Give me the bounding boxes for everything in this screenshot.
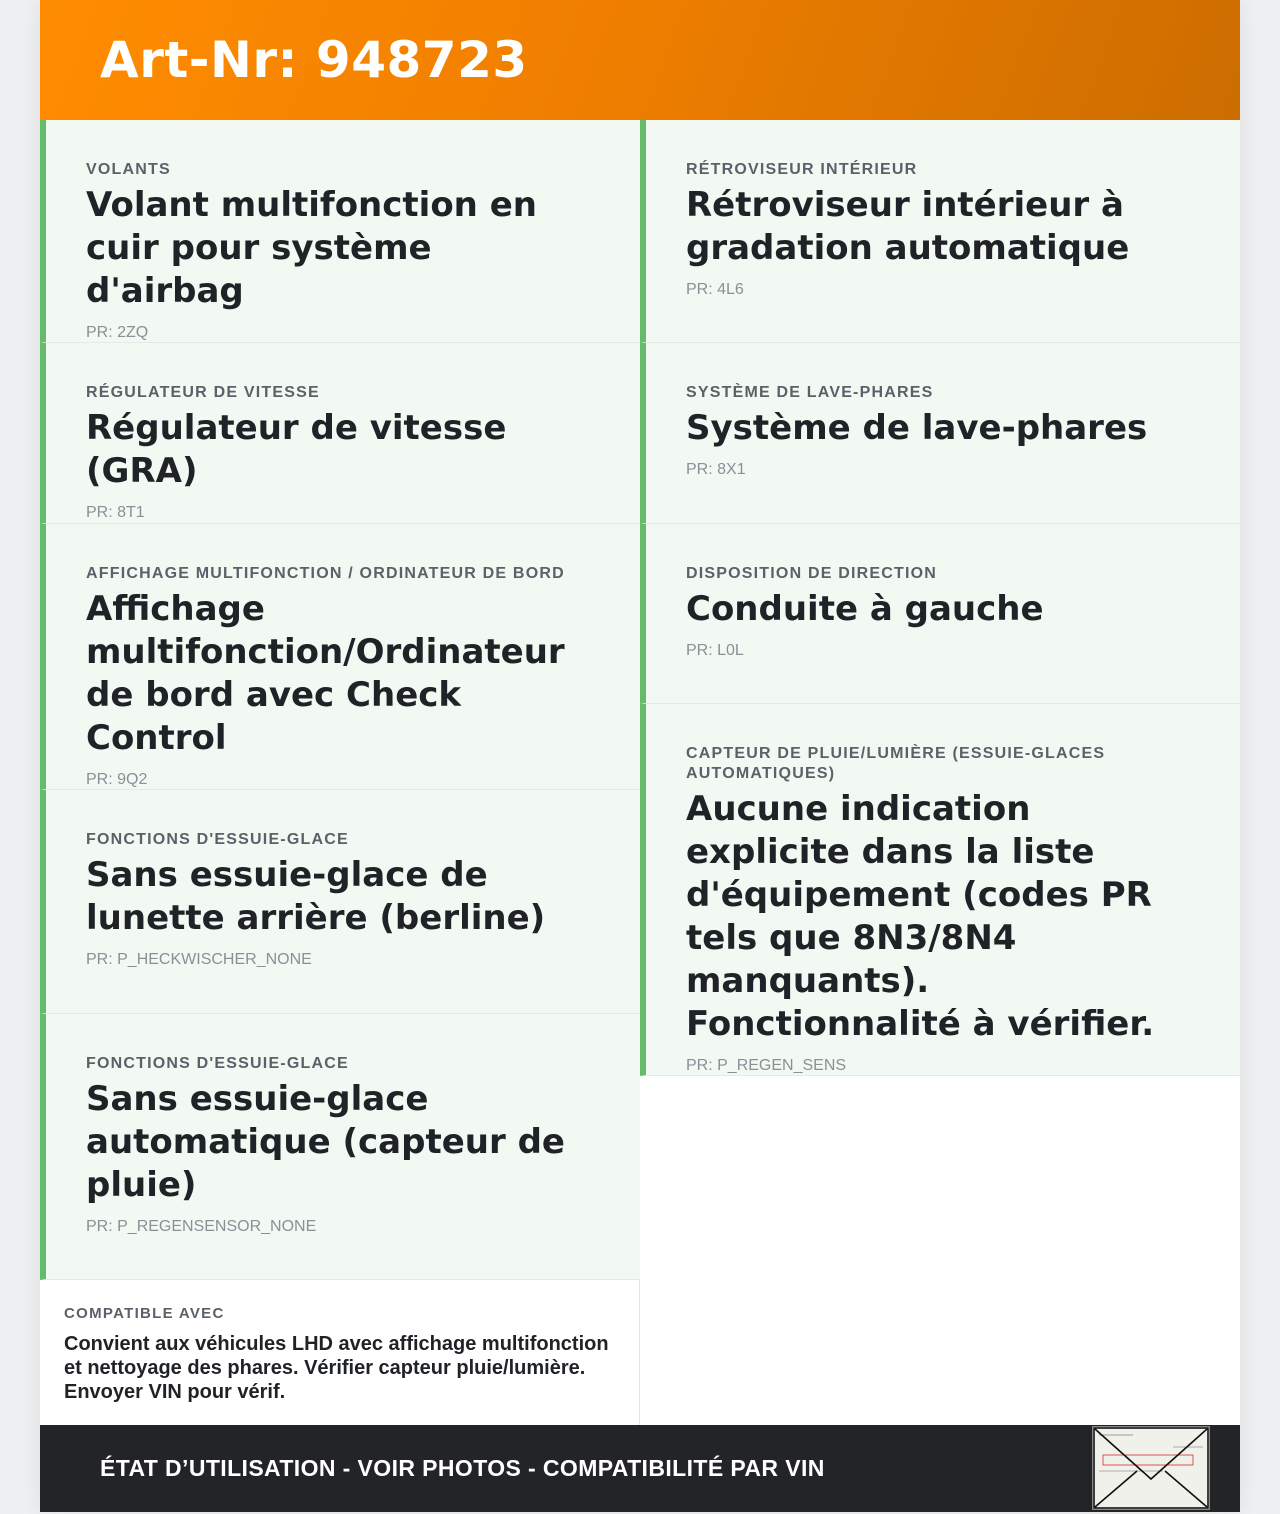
card-category: DISPOSITION DE DIRECTION — [686, 565, 938, 582]
card-category: RÉTROVISEUR INTÉRIEUR — [686, 161, 918, 178]
document-photo-icon — [1093, 1427, 1209, 1509]
card-value: Conduite à gauche — [686, 589, 1044, 629]
equipment-card — [40, 524, 640, 790]
card-pr-code: PR: 9Q2 — [86, 771, 148, 788]
card-pr-code: PR: 2ZQ — [86, 324, 149, 341]
card-value: Rétroviseur intérieur à gradation automatique — [686, 185, 1130, 268]
card-category: RÉGULATEUR DE VITESSE — [86, 384, 320, 401]
card-pr-code: PR: P_HECKWISCHER_NONE — [86, 951, 312, 968]
card-category: SYSTÈME DE LAVE-PHARES — [686, 384, 934, 401]
equipment-card — [40, 790, 640, 1014]
article-number-title: Art-Nr: 948723 — [100, 31, 528, 89]
card-category: AFFICHAGE MULTIFONCTION / ORDINATEUR DE BORD — [86, 565, 565, 582]
card-pr-code: PR: 8X1 — [686, 461, 746, 478]
card-value: Sans essuie-glace de lunette arrière (berline) — [86, 855, 546, 938]
card-pr-code: PR: P_REGEN_SENS — [686, 1057, 847, 1074]
equipment-card — [640, 343, 1240, 524]
card-pr-code: PR: 4L6 — [686, 281, 744, 298]
compatibility-box — [40, 1280, 640, 1425]
equipment-card — [40, 343, 640, 524]
card-value: Régulateur de vitesse (GRA) — [86, 408, 507, 491]
equipment-card — [40, 1014, 640, 1280]
equipment-column-left — [40, 120, 640, 1280]
equipment-card — [640, 120, 1240, 343]
equipment-grid — [40, 120, 1240, 1425]
footer-text: ÉTAT D’UTILISATION - VOIR PHOTOS - COMPATIBILITÉ PAR VIN — [100, 1455, 825, 1481]
compatibility-label: COMPATIBLE AVEC — [64, 1305, 225, 1322]
equipment-card — [40, 120, 640, 343]
equipment-card — [640, 704, 1240, 1076]
card-category: FONCTIONS D'ESSUIE-GLACE — [86, 1055, 349, 1072]
card-value: Volant multifonction en cuir pour système d'airbag — [86, 185, 537, 311]
header-bar — [40, 0, 1240, 120]
card-category: CAPTEUR DE PLUIE/LUMIÈRE (ESSUIE-GLACES AUTOMATIQUES) — [686, 745, 1106, 782]
product-photo-thumbnail[interactable] — [1092, 1426, 1210, 1510]
card-value: Système de lave-phares — [686, 408, 1148, 448]
card-value: Aucune indication explicite dans la liste d'équipement (codes PR tels que 8N3/8N4 manquants). Fonctionnalité à vérifier. — [686, 789, 1155, 1044]
product-sheet — [40, 0, 1240, 1512]
card-category: FONCTIONS D'ESSUIE-GLACE — [86, 831, 349, 848]
card-pr-code: PR: 8T1 — [86, 504, 145, 521]
card-pr-code: PR: L0L — [686, 642, 744, 659]
compatibility-text: Convient aux véhicules LHD avec affichage multifonction et nettoyage des phares. Vérifier capteur pluie/lumière. Envoyer VIN pour vérif. — [64, 1333, 609, 1403]
card-value: Affichage multifonction/Ordinateur de bord avec Check Control — [86, 589, 565, 758]
equipment-column-right — [640, 120, 1240, 1076]
card-value: Sans essuie-glace automatique (capteur de pluie) — [86, 1079, 565, 1205]
card-pr-code: PR: P_REGENSENSOR_NONE — [86, 1218, 317, 1235]
card-category: VOLANTS — [86, 161, 171, 178]
footer-bar — [40, 1425, 1240, 1512]
equipment-card — [640, 524, 1240, 704]
